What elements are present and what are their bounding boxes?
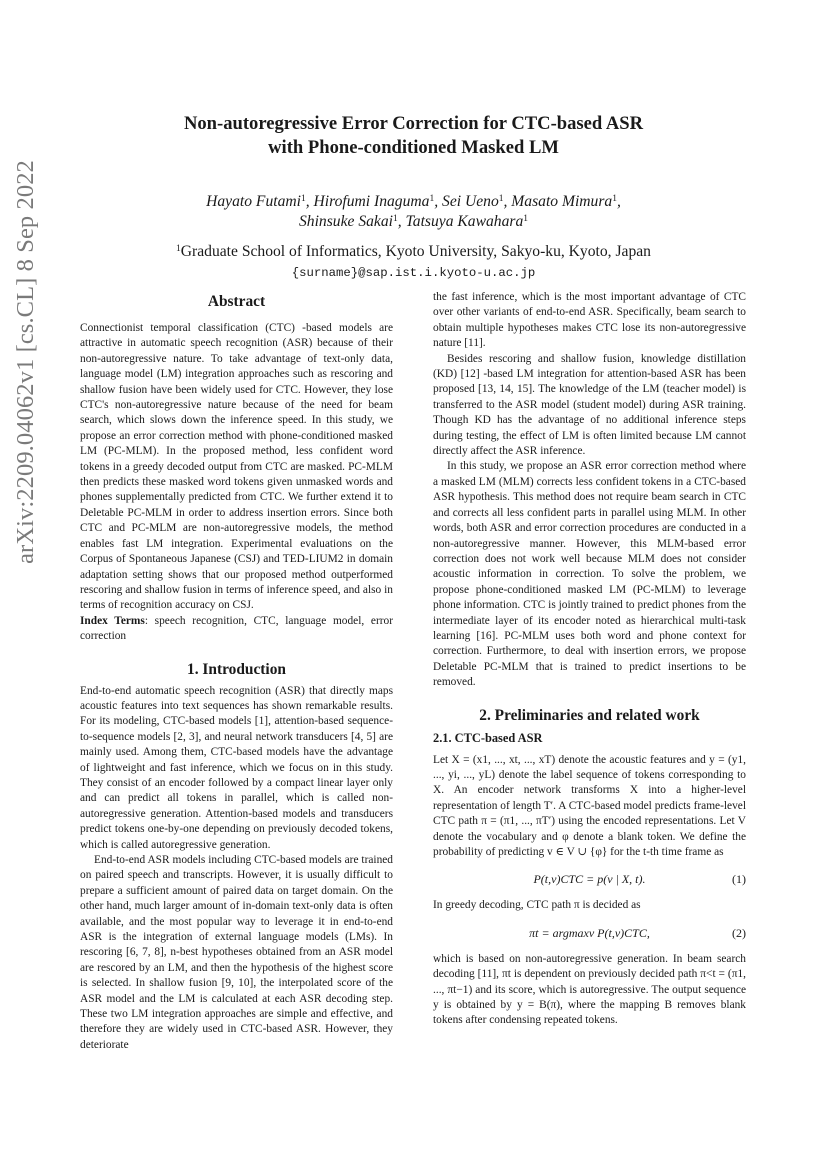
ctc-paragraph-2: In greedy decoding, CTC path π is decided as [433,899,641,912]
equation-1-body: P(t,v)CTC = p(v | X, t). [533,872,646,887]
author-name: Hirofumi Inaguma [313,193,430,210]
equation-2-number: (2) [732,925,746,940]
intro-paragraph-4: Besides rescoring and shallow fusion, knowledge distillation (KD) [12] -based LM integration for attention-based ASR has been proposed [13, 14, 15]. The knowledge of the LM (teacher model) is transferred to the ASR model (student model) during ASR training. Though KD has the advantage of no additional inference steps during testing, the effect of LM is often limited because LM cannot directly affect the ASR inference. [433,352,746,458]
author-name: Hayato Futami [206,193,301,210]
equation-2 [433,924,746,942]
intro-paragraph-5: In this study, we propose an ASR error correction method where a masked LM (MLM) corrects less confident tokens in a CTC-based ASR hypothesis. This method does not require beam search in CTC and corrects all less confident parts in parallel using MLM. In other words, both ASR and error correction procedures are conducted in a non-autoregressive manner. However, this MLM-based error correction does not work well because MLM does not consider acoustic information in correction. To solve the problem, we propose phone-conditioned masked LM (PC-MLM) to leverage phone information. CTC is jointly trained to predict phones from the intermediate layer of its encoder noted as hierarchical multi-task learning [16]. PC-MLM uses both word and phone context for correction. Furthermore, to deal with insertion errors, we propose Deletable PC-MLM that is trained to predict insertions to be removed. [433,460,746,689]
intro-paragraph-1: End-to-end automatic speech recognition (ASR) that directly maps acoustic features into text sequences has shown remarkable results. For its modeling, CTC-based models [1], attention-based sequence-to-sequence models [2, 3], and neural network transducers [4, 5] are mainly used. Among them, CTC-based models have the advantage of lightweight and fast inference, which we focus on in this study. They consist of an encoder followed by a compact linear layer only and can predict all tokens in parallel, which is called non-autoregressive generation. Attention-based models and transducers predict tokens one-by-one depending on previously decoded tokens, which is called autoregressive generation. [80,684,393,851]
intro-paragraph-2: End-to-end ASR models including CTC-based models are trained on paired speech and transcripts. However, it is usually difficult to prepare a sufficient amount of paired data on target domain. On the other hand, much larger amount of in-domain text-only data is often available, and the most popular way to leverage it in end-to-end ASR is the integration of external language models (LMs). In rescoring [6, 7, 8], n-best hypotheses obtained from an ASR model are rescored by an LM, and then the hypothesis of the highest score is selected. In shallow fusion [9, 10], the interpolated score of the ASR model and the LM is calculated at each ASR decoding step. These two LM integration approaches are simple and effective, and therefore they are widely used in CTC-based ASR. However, they deteriorate [80,854,393,1051]
author-name: Shinsuke Sakai [299,213,393,230]
title-line-1: Non-autoregressive Error Correction for CTC-based ASR [183,113,644,134]
authors-line-2: Shinsuke Sakai$^1$, Tatsuya Kawahara$^1$ [299,213,528,230]
title-line-2: with Phone-conditioned Masked LM [268,137,559,158]
ctc-asr-subheading: 2.1. CTC-based ASR [433,730,543,745]
affiliation: $^1$Graduate School of Informatics, Kyoto University, Sakyo-ku, Kyoto, Japan [176,243,651,260]
authors-line-1: Hayato Futami$^1$, Hirofumi Inaguma$^1$, Sei Ueno$^1$, Masato Mimura$^1$, [206,193,621,210]
abstract-heading: Abstract [207,293,266,310]
index-terms-label: Index Terms [80,614,145,627]
author-name: Sei Ueno [442,193,499,210]
left-column [80,292,393,1053]
author-name: Tatsuya Kawahara [405,213,524,230]
abstract-text: Connectionist temporal classification (CTC) -based models are attractive in automatic speech recognition (ASR) because of their non-autoregressive nature. To take advantage of text-only data, language model (LM) integration approaches such as rescoring and shallow fusion have been widely used for CTC. However, they lose CTC's non-autoregressive nature because of the need for beam search, which slows down the inference speed. In this study, we propose an error correction method with phone-conditioned masked LM (PC-MLM). In the proposed method, less confident word tokens in a greedy decoded output from CTC are masked. PC-MLM then predicts these masked word tokens given unmasked words and phones supplementally predicted from CTC. We further extend it to Deletable PC-MLM in order to address insertion errors. Since both CTC and PC-MLM are non-autoregressive models, the method enables fast LM integration. Experimental evaluations on the Corpus of Spontaneous Japanese (CSJ) and TED-LIUM2 in domain adaptation setting shows that our proposed method outperformed rescoring and shallow fusion in terms of inference speed, and also in terms of recognition accuracy on CSJ. [80,322,393,612]
equation-1 [433,870,746,888]
index-terms [80,614,393,645]
index-terms-list: : speech recognition, CTC, language model, error correction [80,614,394,643]
paper-title [0,112,827,160]
introduction-heading: 1. Introduction [187,660,286,678]
right-column [433,290,746,1029]
contact-email[interactable]: {surname}@sap.ist.i.kyoto-u.ac.jp [291,266,536,280]
author-list [0,192,827,232]
paper-header [0,112,827,283]
ctc-paragraph-1: Let X = (x1, ..., xt, ..., xT) denote the acoustic features and y = (y1, ..., yi, ..., yL) denote the label sequence of tokens corresponding to X. An encoder network transforms X into a higher-level representation of length T′. A CTC-based model predicts frame-level CTC path π = (π1, ..., πT′) using the encoded representations. Let V denote the vocabulary and φ denote a blank token. We define the probability of predicting v ∈ V ∪ {φ} for the t-th time frame as [433,753,746,858]
equation-2-body: πt = argmaxv P(t,v)CTC, [529,925,650,940]
author-name: Masato Mimura [511,193,613,210]
equation-1-number: (1) [732,872,746,887]
ctc-paragraph-3: which is based on non-autoregressive generation. In beam search decoding [11], πt is dependent on previously decided path π<t = (π1, ..., πt−1) and its score, which is autoregressive. The output sequence y is obtained by y = B(π), where the mapping B removes blank tokens after condensing repeated tokens. [433,952,746,1027]
preliminaries-heading: 2. Preliminaries and related work [479,706,700,724]
arxiv-identifier[interactable]: arXiv:2209.04062v1 [cs.CL] 8 Sep 2022 [12,160,39,564]
intro-paragraph-3: the fast inference, which is the most important advantage of CTC over other variants of end-to-end ASR. Specifically, beam search to obtain multiple hypotheses makes CTC lose its non-autoregressive nature [11]. [433,291,746,350]
